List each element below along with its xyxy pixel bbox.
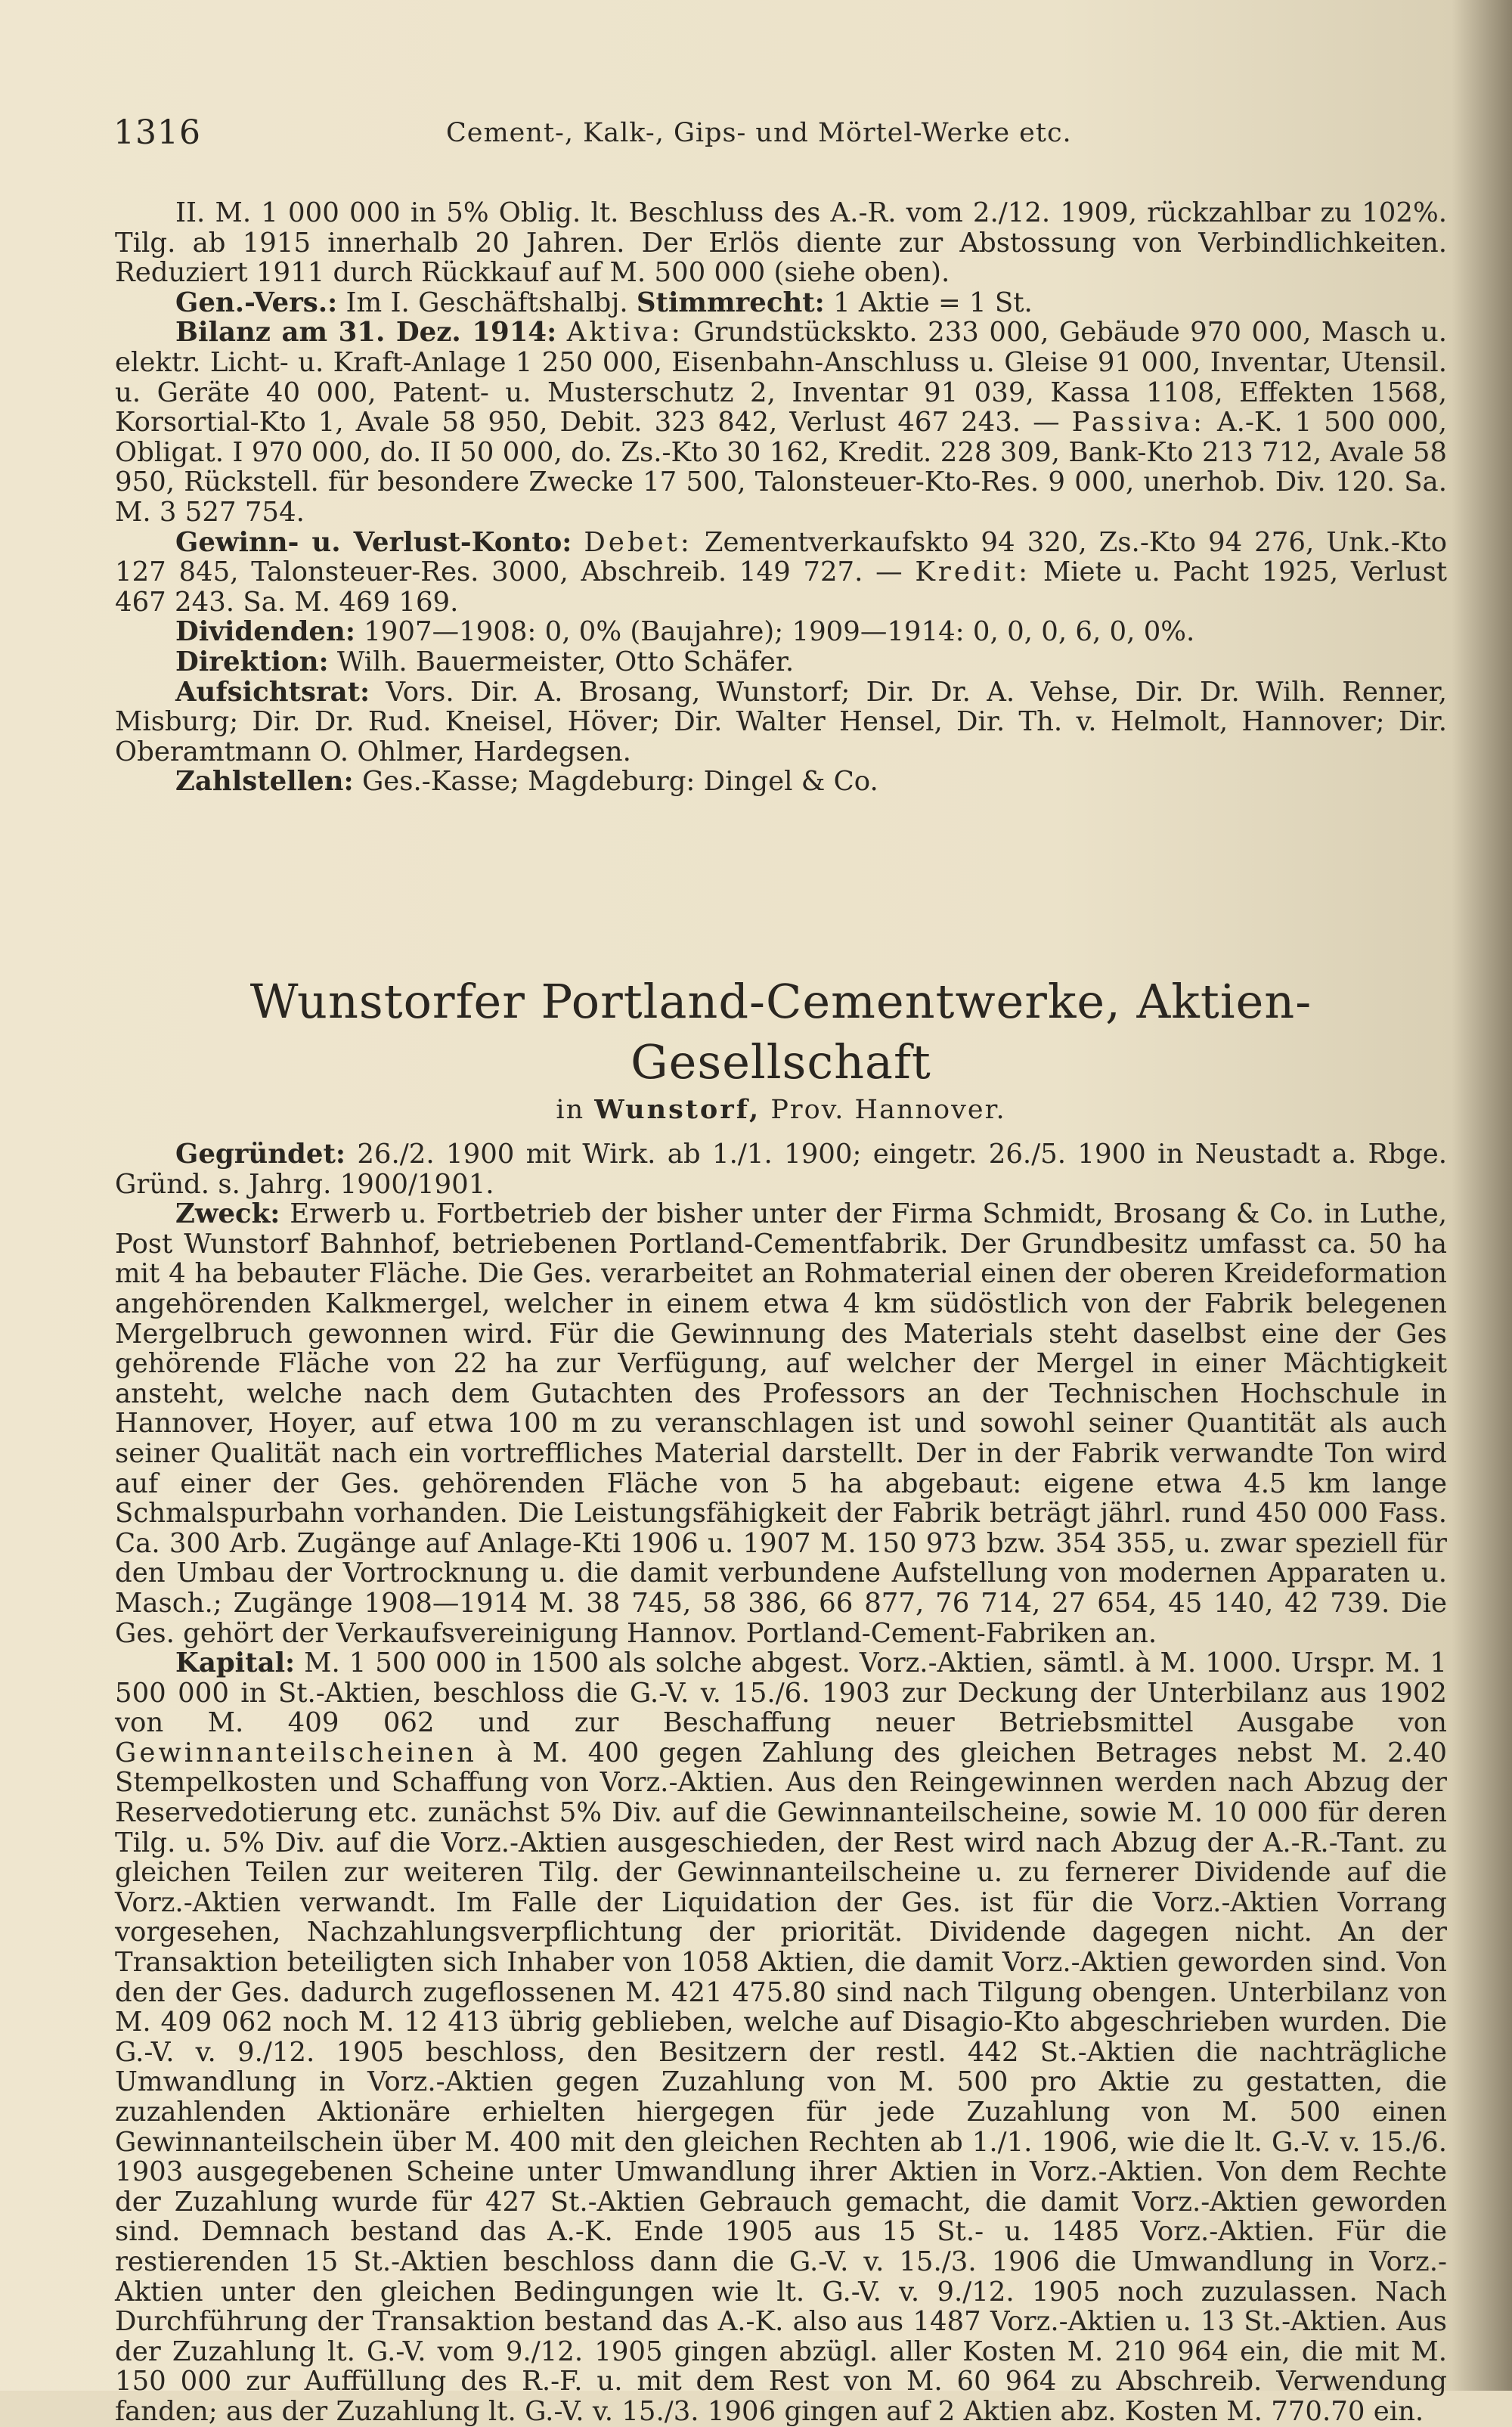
management-paragraph [115,647,1447,677]
general-meeting-label: Gen.-Vers.: [175,287,338,318]
subtitle-prefix: in [556,1095,595,1125]
management-label: Direktion: [175,646,329,677]
profit-loss-paragraph [115,528,1447,618]
dividends-text: 1907—1908: 0, 0% (Baujahre); 1909—1914: 0, 0, 0, 6, 0, 0%. [355,616,1195,648]
liabilities-label: Passiva: [1071,407,1205,439]
dividends-paragraph [115,617,1447,647]
assets-label: Aktiva: [566,317,683,349]
purpose-text: Erwerb u. Fortbetrieb der bisher unter der Firma Schmidt, Brosang & Co. in Luthe, Post Wunstorf Bahnhof, betriebenen Portland-Cementfabrik. Der Grundbesitz umfasst ca. 50 ha mit 4 ha bebauter Fläche. Die Ges. verarbeitet an Rohmaterial einen der oberen Kreideformation angehörenden Kalkmergel, welcher in einem etwa 4 km südöstlich von der Fabrik belegenen Mergelbruch gewonnen wird. Für die Gewinnung des Materials steht daselbst eine der Ges gehörende Fläche von 22 ha zur Verfügung, auf welcher der Mergel in einer Mächtigkeit ansteht, welche nach dem Gutachten des Professors an der Technischen Hochschule in Hannover, Hoyer, auf etwa 100 m zu veranschlagen ist und sowohl seiner Quantität als auch seiner Qualität nach ein vortreffliches Material darstellt. Der in der Fabrik verwandte Ton wird auf einer der Ges. gehörenden Fläche von 5 ha abgebaut: eigene etwa 4.5 km lange Schmalspurbahn vorhanden. Die Leistungsfähigkeit der Fabrik beträgt jährl. rund 450 000 Fass. Ca. 300 Arb. Zugänge auf Anlage-Kti 1906 u. 1907 M. 150 973 bzw. 354 355, u. zwar speziell für den Umbau der Vortrocknung u. die damit verbundene Aufstellung von modernen Apparaten u. Masch.; Zugänge 1908—1914 M. 38 745, 58 386, 66 877, 76 714, 27 654, 45 140, 42 739. Die Ges. gehört der Verkaufsvereinigung Hannov. Portland-Cement-Fabriken an. [115,1198,1447,1649]
capital-paragraph [115,1648,1447,2426]
general-meeting-text: Im I. Geschäftshalbj. [337,287,637,318]
running-title: Cement-, Kalk-, Gips- und Mörtel-Werke etc. [446,118,1072,148]
balance-sheet-label: Bilanz am 31. Dez. 1914: [175,317,557,349]
company-location: Wunstorf, [594,1094,761,1125]
credit-text: Miete u. Pacht 1925, Verlust 467 243. Sa. M. 469 169. [115,556,1447,618]
management-text: Wilh. Bauermeister, Otto Schäfer. [328,646,795,677]
purpose-paragraph [115,1199,1447,1648]
bond-text: II. M. 1 000 000 in 5% Oblig. lt. Beschluss des A.-R. vom 2./12. 1909, rückzahlbar zu 102%. Tilg. ab 1915 innerhalb 20 Jahren. Der Erlös diente zur Abstossung von Verbindlichkeiten. Reduziert 1911 durch Rückkauf auf M. 500 000 (siehe oben). [115,197,1447,289]
dividends-label: Dividenden: [175,616,355,648]
founded-paragraph [115,1139,1447,1199]
capital-label: Kapital: [175,1647,296,1679]
supervisory-board-label: Aufsichtsrat: [175,676,370,708]
company-subtitle [115,1093,1447,1127]
voting-right-text: 1 Aktie = 1 St. [824,287,1033,318]
supervisory-board-paragraph [115,677,1447,767]
founded-label: Gegründet: [175,1139,345,1170]
founded-text: 26./2. 1900 mit Wirk. ab 1./1. 1900; eingetr. 26./5. 1900 in Neustadt a. Rbge. Gründ. s. Jahrg. 1900/1901. [115,1139,1447,1200]
previous-company-continuation [115,198,1447,797]
capital-text-b: à M. 400 gegen Zahlung des gleichen Betrages nebst M. 2.40 Stempelkosten und Schaffung von Vorz.-Aktien. Aus den Reingewinnen werden nach Abzug der Reservedotierung etc. zunächst 5% Div. auf die Gewinnanteilscheine, sowie M. 10 000 für deren Tilg. u. 5% Div. auf die Vorz.-Aktien ausgeschieden, der Rest wird nach Abzug der A.-R.-Tant. zu gleichen Teilen zur weiteren Tilg. der Gewinnanteilscheine u. zu fernerer Dividende auf die Vorz.-Aktien verwandt. Im Falle der Liquidation der Ges. ist für die Vorz.-Aktien Vorrang vorgesehen, Nachzahlungsverpflichtung der priorität. Dividende dagegen nicht. An der Transaktion beteiligten sich Inhaber von 1058 Aktien, die damit Vorz.-Aktien geworden sind. Von den der Ges. dadurch zugeflossenen M. 421 475.80 sind nach Tilgung obengen. Unterbilanz von M. 409 062 noch M. 12 413 übrig geblieben, welche auf Disagio-Kto abgeschrieben wurden. Die G.-V. v. 9./12. 1905 beschloss, den Besitzern der restl. 442 St.-Aktien die nachträgliche Umwandlung in Vorz.-Aktien gegen Zuzahlung von M. 500 pro Aktie zu gestatten, die zuzahlenden Aktionäre erhielten hiergegen für jede Zuzahlung von M. 500 einen Gewinnanteilschein über M. 400 mit den gleichen Rechten ab 1./1. 1906, wie die lt. G.-V. v. 15./6. 1903 ausgegebenen Scheine unter Umwandlung ihrer Aktien in Vorz.-Aktien. Von dem Rechte der Zuzahlung wurde für 427 St.-Aktien Gebrauch gemacht, die damit Vorz.-Aktien geworden sind. Demnach bestand das A.-K. Ende 1905 aus 15 St.- u. 1485 Vorz.-Aktien. Für die restierenden 15 St.-Aktien beschloss dann die G.-V. v. 15./3. 1906 die Umwandlung in Vorz.-Aktien unter den gleichen Bedingungen wie lt. G.-V. v. 9./12. 1905 noch zuzulassen. Nach Durchführung der Transaktion bestand das A.-K. also aus 1487 Vorz.-Aktien u. 13 St.-Aktien. Aus der Zuzahlung lt. G.-V. vom 9./12. 1905 gingen abzügl. aller Kosten M. 210 964 ein, die mit M. 150 000 zur Auffüllung des R.-F. u. mit dem Rest von M. 60 964 zu Abschreib. Verwendung fanden; aus der Zuzahlung lt. G.-V. v. 15./3. 1906 gingen auf 2 Aktien abz. Kosten M. 770.70 ein. [115,1737,1447,2427]
balance-sheet-paragraph [115,318,1447,527]
supervisory-board-text: Vors. Dir. A. Brosang, Wunstorf; Dir. Dr. A. Vehse, Dir. Dr. Wilh. Renner, Misburg; Dir. Dr. Rud. Kneisel, Höver; Dir. Walter Hensel, Dir. Th. v. Helmolt, Hannover; Dir. Oberamtmann O. Ohlmer, Hardegsen. [115,676,1447,767]
bond-paragraph [115,198,1447,288]
paying-agents-text: Ges.-Kasse; Magdeburg: Dingel & Co. [353,766,878,798]
paying-agents-label: Zahlstellen: [175,766,354,798]
debit-label: Debet: [584,526,692,558]
paying-agents-paragraph [115,767,1447,797]
voting-right-label: Stimmrecht: [636,287,825,318]
company-title: Wunstorfer Portland-Cementwerke, Aktien-Gesellschaft [249,974,1312,1090]
liabilities-text: A.-K. 1 500 000, Obligat. I 970 000, do. II 50 000, do. Zs.-Kto 30 162, Kredit. 228 309, Bank-Kto 213 712, Avale 58 950, Rückstell. für besondere Zwecke 17 500, Talonsteuer-Kto-Res. 9 000, unerhob. Div. 120. Sa. M. 3 527 754. [115,407,1447,528]
page-number: 1316 [113,113,201,152]
debit-text: Zementverkaufskto 94 320, Zs.-Kto 94 276, Unk.-Kto 127 845, Talonsteuer-Res. 3000, Abschreib. 149 727. — [115,526,1447,588]
purpose-label: Zweck: [175,1198,280,1230]
page-header [113,113,1414,159]
capital-text-a: M. 1 500 000 in 1500 als solche abgest. Vorz.-Aktien, sämtl. à M. 1000. Urspr. M. 1 500 000 in St.-Aktien, beschloss die G.-V. v. 15./6. 1903 zur Deckung der Unterbilanz aus 1902 von M. 409 062 und zur Beschaffung neuer Betriebsmittel Ausgabe von [115,1647,1447,1739]
profit-loss-label: Gewinn- u. Verlust-Konto: [175,526,572,558]
subtitle-suffix: Prov. Hannover. [761,1095,1006,1125]
capital-spaced-term: Gewinnanteilscheinen [115,1737,477,1768]
company-entry [115,972,1447,2427]
credit-label: Kredit: [915,556,1031,588]
assets-text: Grundstückskto. 233 000, Gebäude 970 000, Masch u. elektr. Licht- u. Kraft-Anlage 1 250 000, Eisenbahn-Anschluss u. Gleise 91 000, Inventar, Utensil. u. Geräte 40 000, Patent- u. Musterschutz 2, Inventar 91 039, Kassa 1108, Effekten 1568, Korsortial-Kto 1, Avale 58 950, Debit. 323 842, Verlust 467 243. — [115,317,1447,439]
general-meeting-paragraph [115,288,1447,318]
